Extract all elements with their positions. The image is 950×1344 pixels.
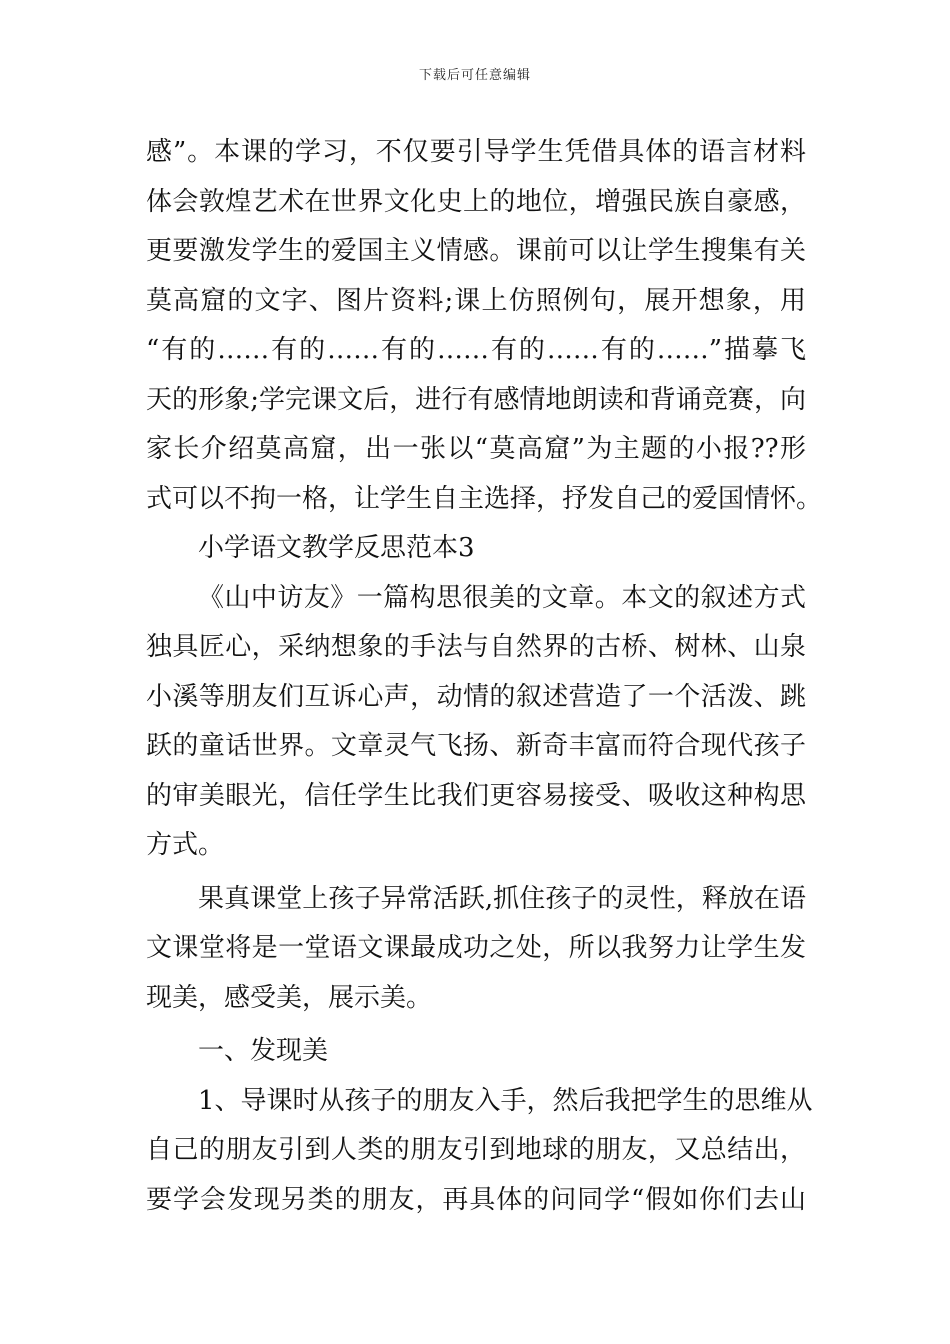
paragraph-line: 独具匠心，采纳想象的手法与自然界的古桥、树林、山泉	[146, 632, 806, 662]
paragraph-line: 果真课堂上孩子异常活跃,抓住孩子的灵性，释放在语	[198, 883, 806, 914]
section-heading: 小学语文教学反思范本3	[198, 533, 475, 563]
paragraph-line: 感”。本课的学习，不仅要引导学生凭借具体的语言材料	[146, 137, 806, 167]
section-heading: 一、发现美	[198, 1036, 329, 1066]
paragraph-line: 体会敦煌艺术在世界文化史上的地位，增强民族自豪感，	[146, 186, 806, 217]
paragraph-line: 要学会发现另类的朋友，再具体的问同学“假如你们去山	[146, 1184, 806, 1215]
paragraph-line: 跃的童话世界。文章灵气飞扬、新奇丰富而符合现代孩子	[146, 731, 806, 761]
paragraph-line: 式可以不拘一格，让学生自主选择，抒发自己的爱国情怀。	[146, 483, 823, 514]
paragraph-line: 1、导课时从孩子的朋友入手，然后我把学生的思维从	[198, 1085, 813, 1116]
paragraph-line: 现美，感受美，展示美。	[146, 982, 433, 1013]
paragraph-line: 《山中访友》一篇构思很美的文章。本文的叙述方式	[198, 582, 806, 613]
paragraph-line: 天的形象;学完课文后，进行有感情地朗读和背诵竞赛，向	[146, 384, 806, 415]
paragraph-line: 方式。	[146, 830, 225, 860]
paragraph-line: 更要激发学生的爱国主义情感。课前可以让学生搜集有关	[146, 236, 806, 266]
paragraph-line: 小溪等朋友们互诉心声，动情的叙述营造了一个活泼、跳	[146, 681, 806, 712]
document-body	[146, 128, 823, 1225]
page-header: 下载后可任意编辑	[418, 68, 531, 83]
paragraph-line: 莫高窟的文字、图片资料;课上仿照例句，展开想象，用	[146, 285, 806, 316]
paragraph-line: 家长介绍莫高窟，出一张以“莫高窟”为主题的小报??形	[146, 434, 806, 464]
paragraph-line: 的审美眼光，信任学生比我们更容易接受、吸收这种构思	[146, 780, 806, 811]
paragraph-line: 自己的朋友引到人类的朋友引到地球的朋友，又总结出，	[146, 1135, 806, 1165]
paragraph-line: 文课堂将是一堂语文课最成功之处，所以我努力让学生发	[146, 933, 806, 963]
paragraph-line: “有的……有的……有的……有的……有的……”描摹飞	[146, 335, 806, 365]
